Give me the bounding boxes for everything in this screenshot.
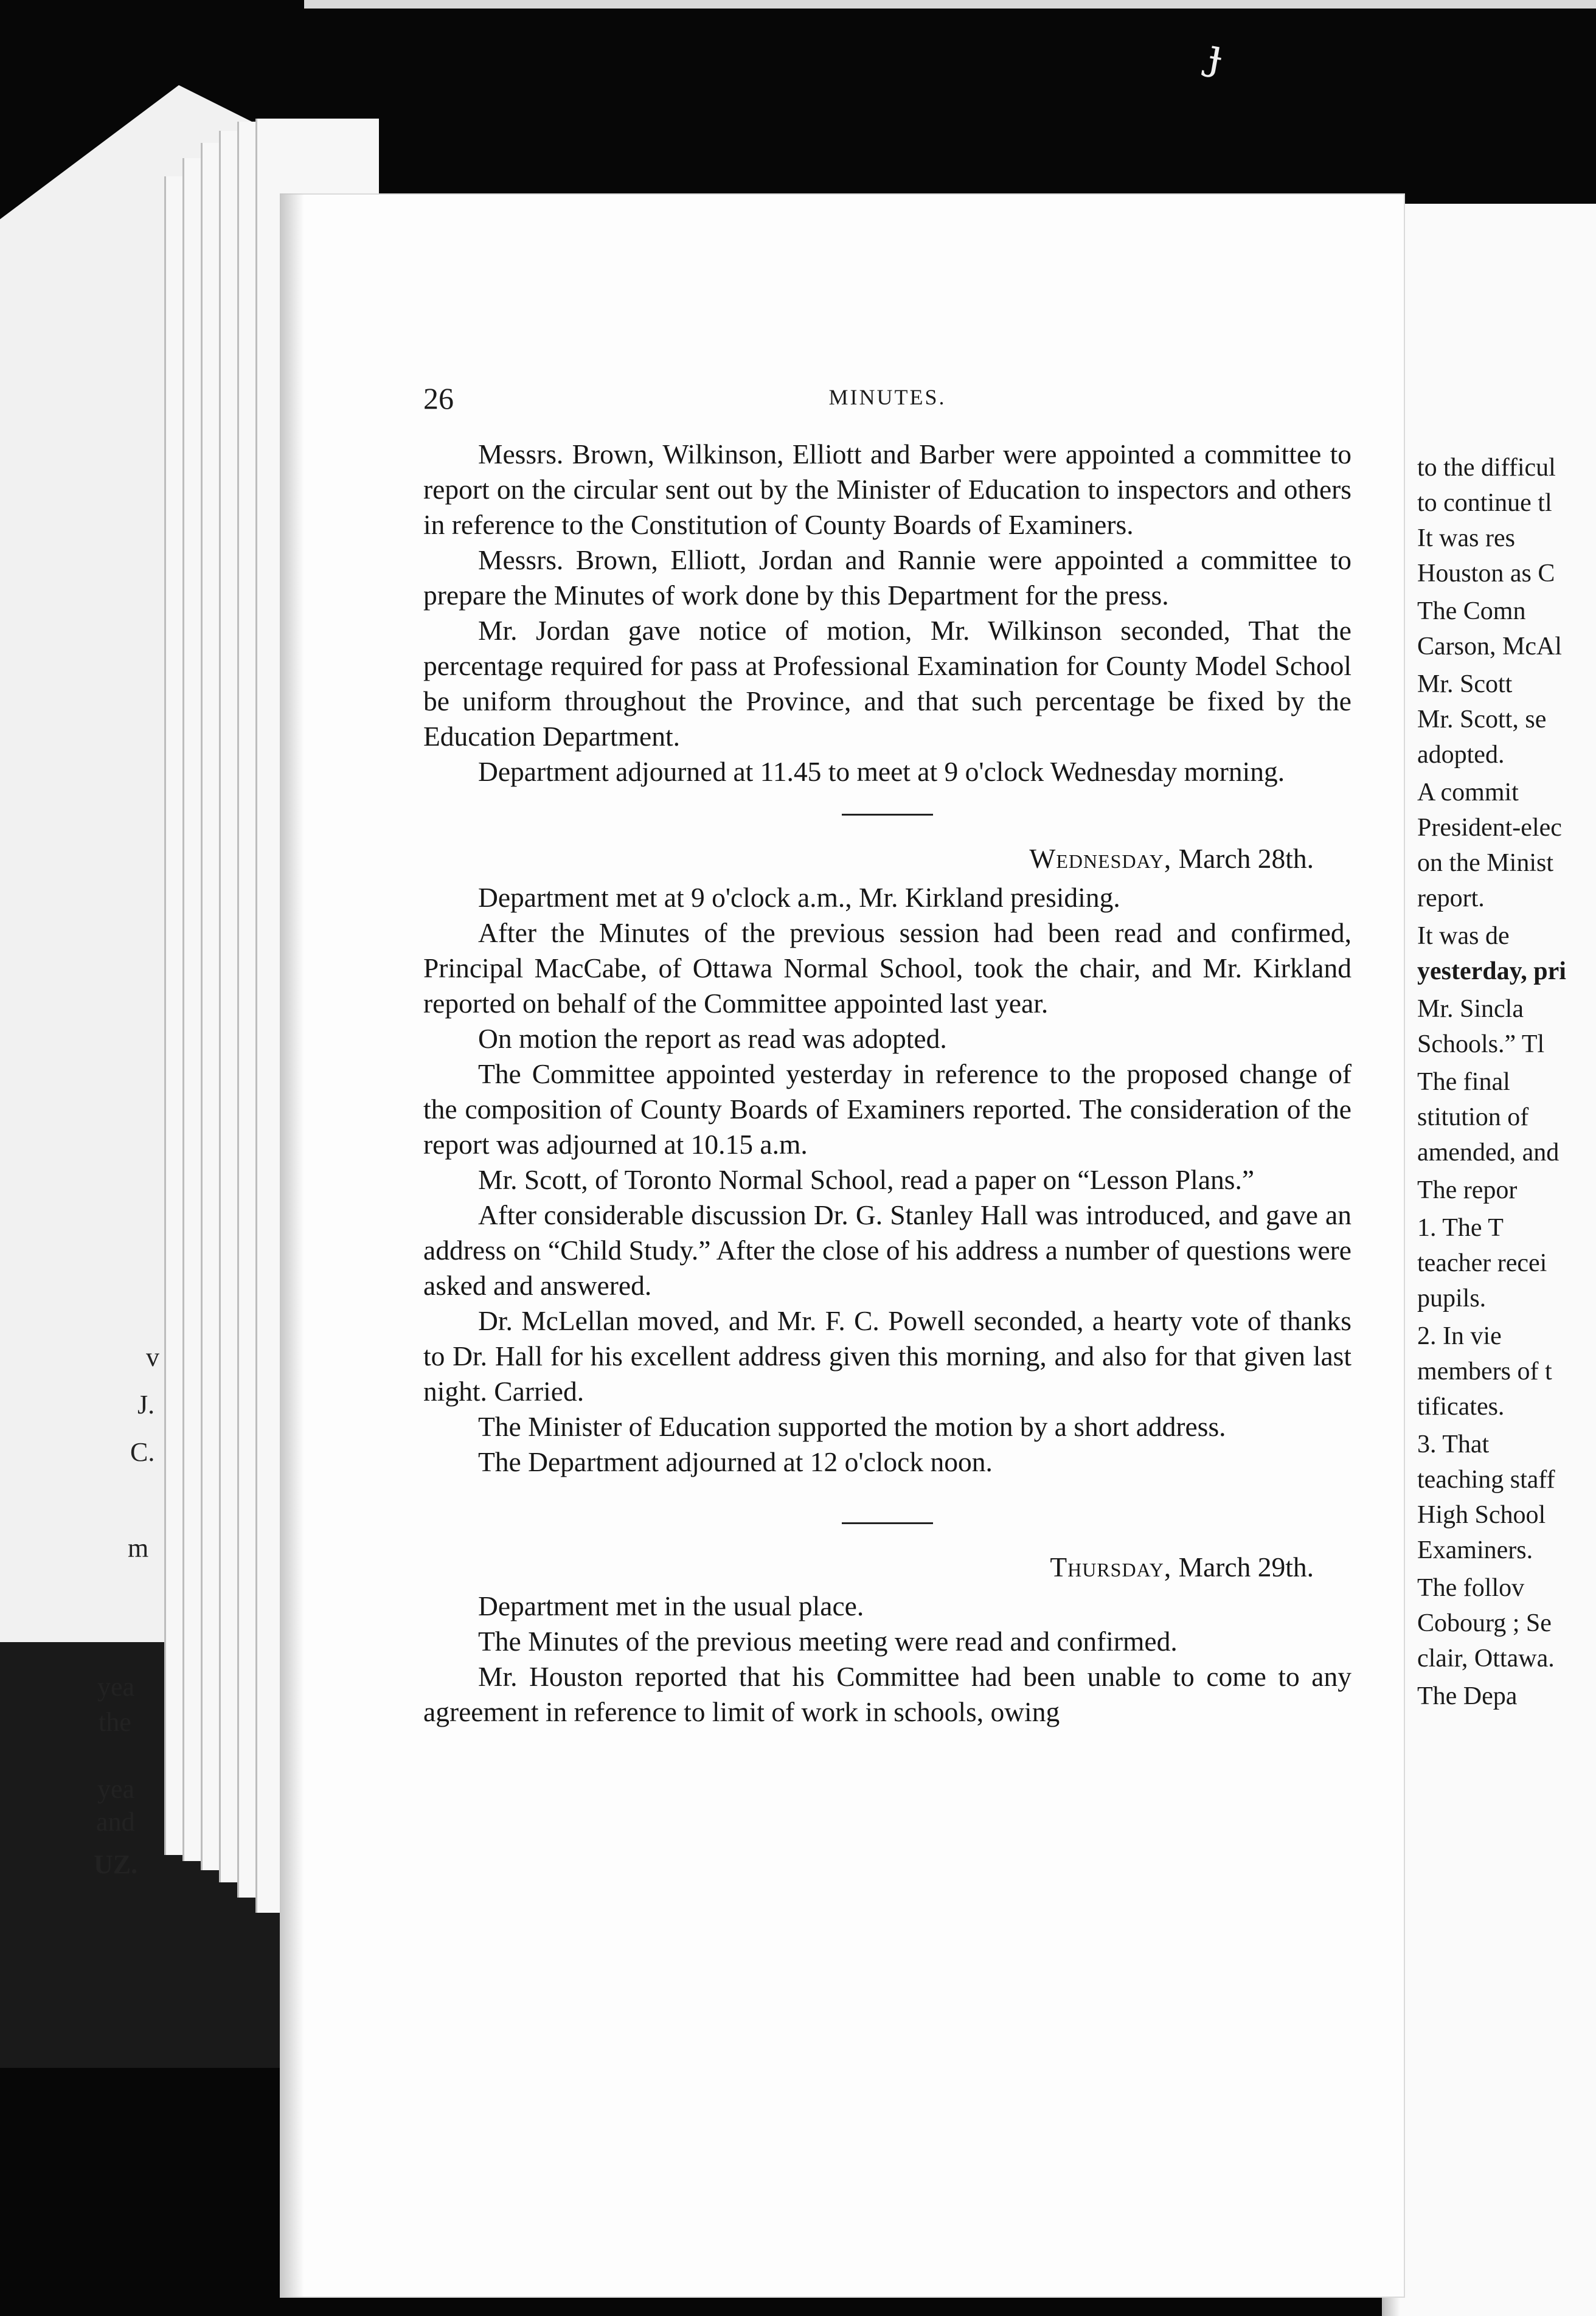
right-line: stitution of bbox=[1417, 1103, 1529, 1131]
paragraph: After the Minutes of the previous session had been read and confirmed, Principal MacCabe, of Ottawa Normal School, took the chair, and Mr. Kirkland reported on behalf of the Committee appointed last year. bbox=[423, 917, 1351, 1019]
right-line: amended, and bbox=[1417, 1139, 1560, 1167]
right-page-text bbox=[1417, 450, 1596, 1714]
paragraph: Department met in the usual place. bbox=[478, 1590, 864, 1621]
right-line: The follov bbox=[1417, 1574, 1525, 1602]
right-line: members of t bbox=[1417, 1357, 1552, 1385]
right-line: 3. That bbox=[1417, 1430, 1490, 1458]
right-line: High School bbox=[1417, 1501, 1546, 1529]
right-line: It was de bbox=[1417, 922, 1510, 950]
right-line: adopted. bbox=[1417, 741, 1505, 769]
right-line: pupils. bbox=[1417, 1285, 1487, 1312]
right-line: to continue tl bbox=[1417, 489, 1552, 517]
margin-fragment: the bbox=[99, 1707, 131, 1737]
right-line: to the difficul bbox=[1417, 454, 1556, 482]
paragraph: Messrs. Brown, Elliott, Jordan and Rannie were appointed a committee to prepare the Minutes of work done by this Department for the press. bbox=[423, 544, 1351, 611]
right-line: The repor bbox=[1417, 1176, 1518, 1204]
top-paper-strip bbox=[304, 0, 1596, 9]
paragraph: After considerable discussion Dr. G. Stanley Hall was introduced, and gave an address on “Child Study.” After the close of his address a number of questions were asked and answered. bbox=[423, 1199, 1351, 1301]
right-line: The Comn bbox=[1417, 597, 1526, 625]
section-rule bbox=[842, 814, 933, 816]
paragraph: On motion the report as read was adopted. bbox=[478, 1023, 947, 1054]
paragraph: Department met at 9 o'clock a.m., Mr. Kirkland presiding. bbox=[478, 882, 1120, 913]
right-line: 1. The T bbox=[1417, 1214, 1504, 1242]
right-line: Schools.” Tl bbox=[1417, 1030, 1545, 1058]
right-line: teacher recei bbox=[1417, 1249, 1547, 1277]
paragraph: Mr. Scott, of Toronto Normal School, read a paper on “Lesson Plans.” bbox=[478, 1164, 1255, 1195]
right-line: Houston as C bbox=[1417, 560, 1555, 588]
right-line: The Depa bbox=[1417, 1682, 1518, 1710]
right-line: Mr. Scott, se bbox=[1417, 706, 1547, 733]
paragraph: Mr. Houston reported that his Committee had been unable to come to any agreement in reference to limit of work in schools, owing bbox=[423, 1661, 1351, 1727]
right-line: teaching staff bbox=[1417, 1466, 1555, 1494]
right-line: Cobourg ; Se bbox=[1417, 1609, 1552, 1637]
dateline-date: March 28th. bbox=[1178, 843, 1314, 874]
right-line: The final bbox=[1417, 1068, 1510, 1096]
right-line: tificates. bbox=[1417, 1393, 1505, 1421]
right-line: Mr. Scott bbox=[1417, 670, 1513, 698]
margin-fragment: UZ. bbox=[94, 1850, 138, 1879]
paragraph: Department adjourned at 11.45 to meet at 9 o'clock Wednesday morning. bbox=[478, 756, 1285, 787]
right-line: yesterday, pri bbox=[1417, 957, 1566, 985]
dateline-date: March 29th. bbox=[1178, 1552, 1314, 1583]
paragraph: The Committee appointed yesterday in reference to the proposed change of the composition of County Boards of Examiners reported. The consideration of the report was adjourned at 10.15 a.m. bbox=[423, 1058, 1351, 1160]
right-line: A commit bbox=[1417, 778, 1519, 806]
right-line: It was res bbox=[1417, 524, 1515, 552]
paragraph: Dr. McLellan moved, and Mr. F. C. Powell seconded, a hearty vote of thanks to Dr. Hall for his excellent address given this morning, and also for that given last night. Carried. bbox=[423, 1305, 1351, 1407]
dateline-day: Thursday, bbox=[1050, 1552, 1172, 1583]
right-line: Examiners. bbox=[1417, 1536, 1533, 1564]
right-line: report. bbox=[1417, 884, 1485, 912]
margin-fragment: and bbox=[96, 1807, 135, 1837]
paragraph: The Minister of Education supported the motion by a short address. bbox=[478, 1411, 1226, 1442]
margin-fragment: m bbox=[128, 1533, 149, 1563]
margin-fragment: C. bbox=[130, 1437, 155, 1467]
right-line: on the Minist bbox=[1417, 849, 1554, 877]
section-rule bbox=[842, 1522, 933, 1524]
page-number: 26 bbox=[423, 381, 454, 415]
right-line: clair, Ottawa. bbox=[1417, 1645, 1555, 1673]
dateline-day: Wednesday, bbox=[1029, 843, 1172, 874]
running-head: MINUTES. bbox=[828, 385, 946, 409]
dateline-thursday bbox=[423, 1550, 1351, 1585]
right-line: Carson, McAl bbox=[1417, 633, 1562, 660]
dateline-wednesday bbox=[423, 841, 1351, 876]
right-line: President-elec bbox=[1417, 814, 1562, 842]
right-line: 2. In vie bbox=[1417, 1322, 1502, 1350]
paragraph: The Department adjourned at 12 o'clock noon. bbox=[478, 1446, 993, 1477]
margin-fragment: yea bbox=[97, 1672, 135, 1702]
margin-fragment: J. bbox=[137, 1390, 155, 1420]
right-line: Mr. Sincla bbox=[1417, 995, 1524, 1023]
margin-fragment: yea bbox=[97, 1774, 135, 1804]
paragraph: The Minutes of the previous meeting were read and confirmed. bbox=[478, 1626, 1178, 1657]
gutter-shadow bbox=[280, 193, 304, 2298]
paragraph: Messrs. Brown, Wilkinson, Elliott and Barber were appointed a committee to report on the circular sent out by the Minister of Education to inspectors and others in reference to the Constitution of County Boards of Examiners. bbox=[423, 439, 1351, 540]
corner-mark: ɟ bbox=[1205, 28, 1227, 80]
page-body bbox=[423, 437, 1351, 1730]
page-header bbox=[423, 381, 1351, 417]
margin-fragment: v bbox=[146, 1342, 159, 1372]
paragraph: Mr. Jordan gave notice of motion, Mr. Wilkinson seconded, That the percentage required for pass at Professional Examination for County Model School be uniform throughout the Province, and that such percentage be fixed by the Education Department. bbox=[423, 615, 1351, 752]
